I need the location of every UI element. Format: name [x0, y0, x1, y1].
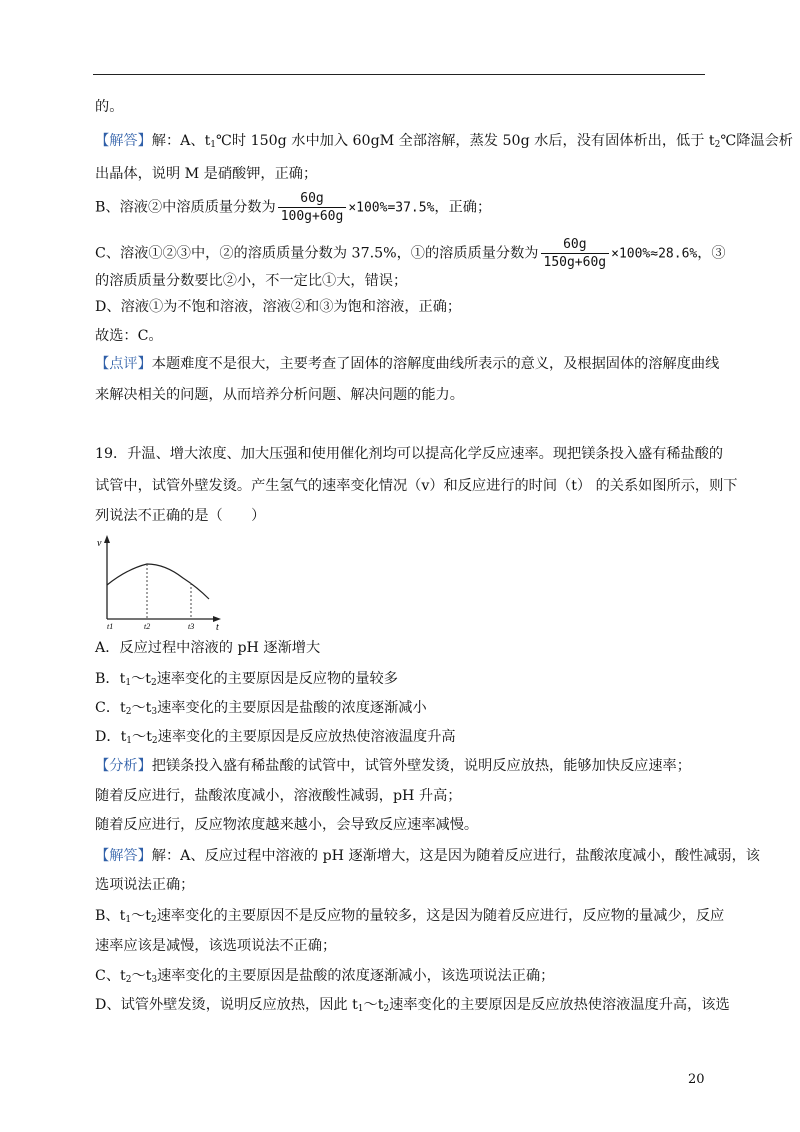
comment-tag: 【点评】 — [95, 356, 152, 372]
text-line: B、$t_1\sim t_2$速率变化的主要原因不是反应物的量较多，这是因为随着反应进行，反应物的量减少，反应 — [95, 908, 725, 925]
formula-line-c: C、溶液①②③中，②的溶质质量分数为 37.5%，①的溶质质量分数为 $\frac{60g}{150g+60g}$ ×100%≈28.6%，③ — [95, 237, 726, 270]
text-line: C、$t_2\sim t_3$速率变化的主要原因是盐酸的浓度逐渐减小，该选项说法正确； — [95, 968, 555, 985]
text-line: 随着反应进行，反应物浓度越来越小，会导致反应速率减慢。 — [95, 817, 479, 833]
analysis-line: 【分析】把镁条投入盛有稀盐酸的试管中，试管外壁发烫，说明反应放热，能够加快反应速率； — [95, 758, 691, 774]
text-line: D、溶液①为不饱和溶液，溶液②和③为饱和溶液，正确； — [95, 299, 462, 315]
text-line: 的溶质质量分数要比②小，不一定比①大，错误； — [95, 273, 408, 289]
page-number: 20 — [688, 1072, 705, 1087]
text-line: 故选：C。 — [95, 328, 163, 344]
option-a: A．反应过程中溶液的 pH 逐渐增大 — [95, 640, 321, 656]
formula-line-b: B、溶液②中溶质质量分数为 $\frac{60g}{100g+60g}$ ×100%=37.5%，正确； — [95, 191, 492, 224]
y-axis-label: v — [97, 538, 102, 549]
y-axis-arrow — [104, 535, 110, 543]
header-rule — [93, 74, 705, 75]
fraction: $\frac{60g}{150g+60g}$ — [541, 236, 610, 271]
rate-time-chart — [93, 533, 223, 631]
answer-line: 【解答】解：A、反应过程中溶液的 pH 逐渐增大，这是因为随着反应进行，盐酸浓度减小，酸性减弱，该 — [95, 848, 760, 864]
tick-t2: t2 — [144, 622, 151, 631]
option-c: C．$t_2\sim t_3$速率变化的主要原因是盐酸的浓度逐渐减小 — [95, 700, 427, 717]
x-axis-label: t — [216, 622, 219, 631]
option-b: B．$t_1\sim t_2$速率变化的主要原因是反应物的量较多 — [95, 671, 398, 688]
analysis-tag: 【分析】 — [95, 758, 152, 774]
text-line: 选项说法正确； — [95, 877, 195, 893]
tick-t1: t1 — [107, 622, 114, 631]
rate-curve — [107, 564, 209, 599]
text-line: 的。 — [95, 99, 124, 115]
answer-tag: 【解答】 — [95, 133, 152, 149]
question-line: 列说法不正确的是（ ） — [95, 508, 266, 524]
tick-t3: t3 — [188, 622, 195, 631]
text-line: 速率应该是减慢，该选项说法不正确； — [95, 938, 337, 954]
answer-line: 【解答】解：A、$t_1℃$时 150g 水中加入 60gM 全部溶解，蒸发 50g 水后，没有固体析出，低于 $t_2℃$降温会析 — [95, 133, 793, 150]
fraction: $\frac{60g}{100g+60g}$ — [278, 190, 347, 225]
text-line: 随着反应进行，盐酸浓度减小，溶液酸性减弱，pH 升高； — [95, 788, 462, 804]
text-line: D、试管外壁发烫，说明反应放热，因此 $t_1\sim t_2$速率变化的主要原因是反应放热使溶液温度升高，该选 — [95, 997, 730, 1014]
question-line: 19．升温、增大浓度、加大压强和使用催化剂均可以提高化学反应速率。现把镁条投入盛有稀盐酸的 — [95, 446, 724, 462]
answer-tag: 【解答】 — [95, 848, 152, 864]
option-d: D．$t_1\sim t_2$速率变化的主要原因是反应放热使溶液温度升高 — [95, 729, 456, 746]
question-line: 试管中，试管外壁发烫。产生氢气的速率变化情况（v）和反应进行的时间（t） 的关系如图所示，则下 — [95, 478, 738, 494]
text-line: 出晶体，说明 M 是硝酸钾，正确； — [95, 166, 318, 182]
comment-line: 【点评】本题难度不是很大，主要考查了固体的溶解度曲线所表示的意义，及根据固体的溶解度曲线 — [95, 356, 720, 372]
text-line: 来解决相关的问题，从而培养分析问题、解决问题的能力。 — [95, 387, 464, 403]
